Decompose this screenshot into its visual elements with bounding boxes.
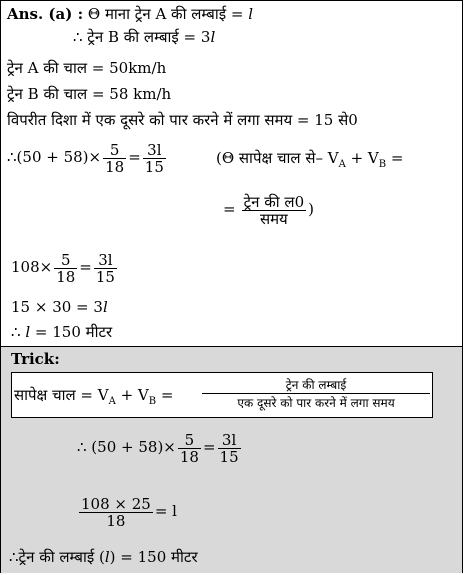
result-text: = 150 मीटर	[30, 323, 113, 341]
fraction-numerator: 3l	[143, 142, 166, 159]
solution-section	[1, 1, 462, 346]
answer-label: Ans. (a) :	[7, 5, 84, 23]
subscript-b: B	[148, 396, 157, 407]
formula-label: सापेक्ष चाल = V	[14, 386, 109, 404]
subscript-a: A	[108, 396, 116, 407]
variable-l: l	[210, 28, 216, 46]
equation-3	[11, 298, 108, 316]
fraction-numerator: 108 × 25	[81, 494, 151, 513]
trick-result	[9, 548, 198, 566]
formula-fraction	[202, 377, 430, 412]
note-text: (Θ सापेक्ष चाल से– V	[216, 149, 339, 167]
equation-1: ∴(50 + 58)× $\frac{5}{18}$ = $\frac{3l}{15}$	[7, 140, 164, 176]
variable-l: l	[104, 548, 110, 566]
trick-eq2-rest: = l	[154, 502, 177, 520]
train-b-length-line	[73, 28, 215, 46]
equation-2: 108× $\frac{5}{18}$ = $\frac{3l}{15}$	[11, 250, 115, 286]
result-line	[11, 323, 112, 341]
eq3-text: 15 × 30 = 3	[11, 298, 103, 316]
trick-eq1-left: ∴ (50 + 58)×	[77, 438, 176, 456]
fraction-denominator: 18	[106, 511, 126, 530]
note-plus: + V	[345, 149, 379, 167]
fraction	[79, 496, 153, 529]
subscript-a: A	[338, 159, 346, 170]
relative-speed-formula	[223, 191, 314, 227]
trick-result-value: ) = 150 मीटर	[109, 548, 198, 566]
fraction-numerator: 5	[103, 142, 126, 159]
fraction-numerator: ट्रेन की ल0	[243, 192, 305, 211]
train-a-speed: ट्रेन A की चाल = 50km/h	[7, 59, 167, 77]
eq1-left: ∴(50 + 58)×	[7, 148, 102, 166]
fraction-denominator: एक दूसरे को पार करने में लगा समय	[237, 396, 395, 410]
trick-result-label: ∴ट्रेन की लम्बाई (	[9, 548, 105, 566]
fraction	[218, 432, 241, 465]
fraction-denominator: 15	[144, 157, 164, 176]
fraction-numerator: 3l	[218, 432, 241, 449]
variable-l: l	[25, 323, 31, 341]
fraction	[54, 252, 77, 285]
answer-line	[7, 5, 253, 23]
fraction	[94, 252, 117, 285]
variable-l: l	[102, 298, 108, 316]
fraction-numerator: ट्रेन की लम्बाई	[202, 377, 430, 394]
formula-plus: + V	[115, 386, 149, 404]
fraction	[103, 142, 126, 175]
relative-speed-note	[216, 149, 403, 174]
note-equals: =	[386, 149, 404, 167]
fraction	[242, 194, 307, 227]
fraction-denominator: 15	[219, 447, 239, 466]
trick-title: Trick:	[11, 350, 60, 368]
fraction-denominator: 18	[56, 267, 76, 286]
formula-equals: =	[156, 386, 174, 404]
fraction-denominator: 18	[105, 157, 125, 176]
train-a-length-text: Θ माना ट्रेन A की लम्बाई =	[87, 5, 244, 23]
train-b-length-text: ∴ ट्रेन B की लम्बाई = 3	[73, 28, 211, 46]
equals: =	[223, 200, 236, 218]
formula-box	[11, 372, 433, 418]
fraction-denominator: समय	[259, 209, 288, 228]
trick-equation-1: ∴ (50 + 58)× $\frac{5}{18}$ = $\frac{3l}{15}$	[77, 430, 239, 466]
variable-l: l	[248, 5, 254, 23]
eq2-left: 108×	[11, 258, 53, 276]
trick-section	[1, 346, 462, 573]
fraction-numerator: 5	[178, 432, 201, 449]
crossing-time: विपरीत दिशा में एक दूसरे को पार करने में लगा समय = 15 से0	[7, 111, 358, 129]
subscript-b: B	[378, 159, 387, 170]
fraction-numerator: 3l	[94, 252, 117, 269]
fraction	[143, 142, 166, 175]
fraction-denominator: 18	[179, 447, 199, 466]
train-b-speed: ट्रेन B की चाल = 58 km/h	[7, 85, 172, 103]
therefore-symbol: ∴	[11, 323, 26, 341]
fraction-denominator: 15	[95, 267, 115, 286]
fraction-numerator: 5	[54, 252, 77, 269]
formula-left	[14, 386, 173, 411]
close-paren: )	[308, 200, 314, 218]
fraction	[178, 432, 201, 465]
trick-equation-2	[77, 493, 177, 529]
